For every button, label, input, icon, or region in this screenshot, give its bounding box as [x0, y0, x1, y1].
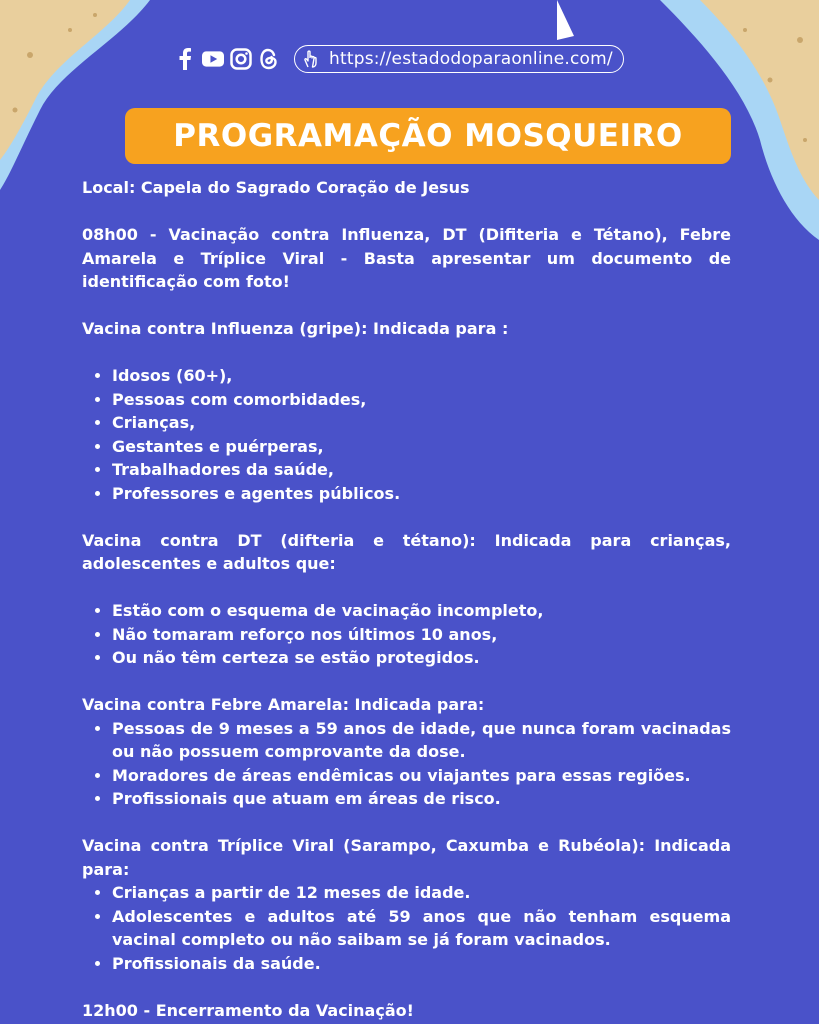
social-bar: [174, 42, 624, 76]
list-item: • Não tomaram reforço nos últimos 10 anos,: [112, 623, 731, 647]
list-item: • Ou não têm certeza se estão protegidos.: [112, 646, 731, 670]
website-url-pill[interactable]: [294, 45, 624, 73]
list-item: • Gestantes e puérperas,: [112, 435, 731, 459]
location-text: Local: Capela do Sagrado Coração de Jesus: [82, 178, 470, 197]
page-title: PROGRAMAÇÃO MOSQUEIRO: [173, 118, 683, 154]
list-item: • Crianças a partir de 12 meses de idade.: [112, 881, 731, 905]
list-item: • Pessoas com comorbidades,: [112, 388, 731, 412]
list-item: • Adolescentes e adultos até 59 anos que não tenham esquema vacinal completo ou não saibam se já foram vacinados.: [112, 905, 731, 952]
list-item: • Profissionais da saúde.: [112, 952, 731, 976]
list-item: • Crianças,: [112, 411, 731, 435]
instagram-icon[interactable]: [230, 48, 252, 70]
list-item: • Pessoas de 9 meses a 59 anos de idade, que nunca foram vacinadas ou não possuem comprovante da dose.: [112, 717, 731, 764]
website-url: https://estadodoparaonline.com/: [329, 49, 613, 69]
closing-text: 12h00 - Encerramento da Vacinação!: [82, 1000, 414, 1020]
section-heading: Vacina contra DT (difteria e tétano): Indicada para crianças, adolescentes e adultos que:: [82, 530, 731, 573]
section-heading: Vacina contra Tríplice Viral (Sarampo, Caxumba e Rubéola): Indicada para:: [82, 836, 731, 879]
intro-text: 08h00 - Vacinação contra Influenza, DT (Difiteria e Tétano), Febre Amarela e Tríplice Viral - Basta apresentar um documento de identificação com foto!: [82, 225, 731, 291]
febre-amarela-list: [82, 717, 731, 811]
influenza-list: [82, 364, 731, 505]
list-item: • Trabalhadores da saúde,: [112, 458, 731, 482]
list-item: • Profissionais que atuam em áreas de risco.: [112, 787, 731, 811]
facebook-icon[interactable]: [174, 48, 196, 70]
list-item: • Professores e agentes públicos.: [112, 482, 731, 506]
list-item: • Idosos (60+),: [112, 364, 731, 388]
section-heading: Vacina contra Febre Amarela: Indicada para:: [82, 695, 485, 714]
threads-icon[interactable]: [258, 48, 280, 70]
pointer-hand-icon: [301, 48, 323, 70]
schedule-content: [82, 176, 731, 1022]
section-heading: Vacina contra Influenza (gripe): Indicada para :: [82, 319, 509, 338]
youtube-icon[interactable]: [202, 48, 224, 70]
triplice-viral-list: [82, 881, 731, 975]
list-item: • Estão com o esquema de vacinação incompleto,: [112, 599, 731, 623]
list-item: • Moradores de áreas endêmicas ou viajantes para essas regiões.: [112, 764, 731, 788]
dt-list: [82, 599, 731, 670]
title-banner: [125, 108, 731, 164]
